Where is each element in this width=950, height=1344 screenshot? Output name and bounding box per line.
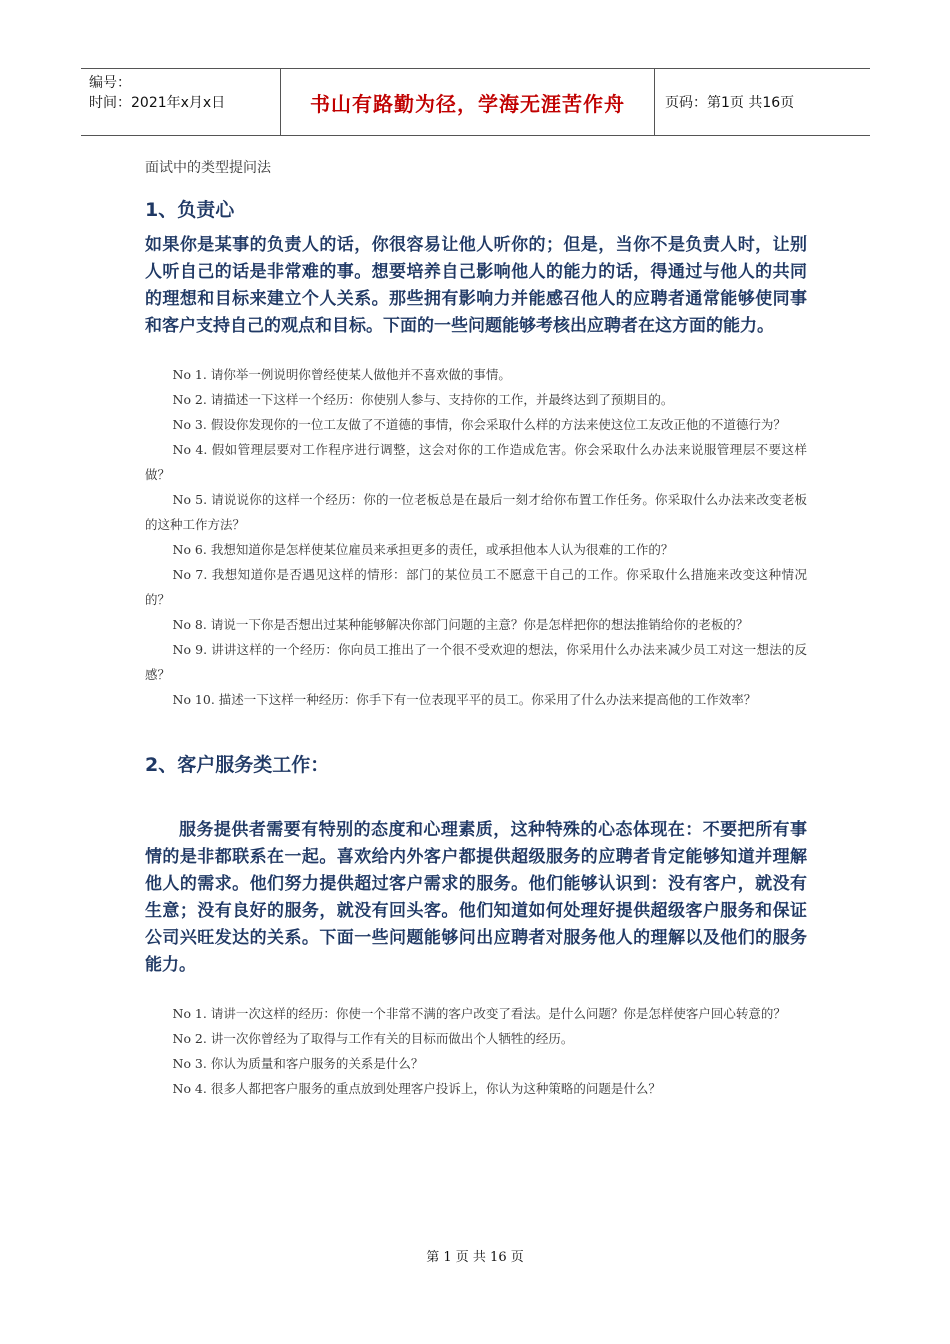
question-item: No 7. 我想知道你是否遇见这样的情形：部门的某位员工不愿意干自己的工作。你采取什么措施来改变这种情况的？ xyxy=(145,567,807,607)
question-item: No 4. 假如管理层要对工作程序进行调整，这会对你的工作造成危害。你会采取什么办法来说服管理层不要这样做？ xyxy=(145,442,807,482)
section-paragraph: 如果你是某事的负责人的话，你很容易让他人听你的；但是，当你不是负责人时，让别人听自己的话是非常难的事。想要培养自己影响他人的能力的话，得通过与他人的共同的理想和目标来建立个人关系。那些拥有影响力并能感召他人的应聘者通常能够使同事和客户支持自己的观点和目标。下面的一些问题能够考核出应聘者在这方面的能力。 xyxy=(145,235,807,336)
document-number-label: 编号： xyxy=(89,75,131,91)
header-meta xyxy=(81,69,281,135)
question-item: No 8. 请说一下你是否想出过某种能够解决你部门问题的主意？你是怎样把你的想法推销给你的老板的？ xyxy=(172,617,749,632)
section-heading: 2、客户服务类工作： xyxy=(145,754,330,776)
question-item: No 3. 你认为质量和客户服务的关系是什么？ xyxy=(172,1056,424,1071)
document-title: 面试中的类型提问法 xyxy=(145,160,271,176)
document-body xyxy=(145,157,807,1101)
header-table xyxy=(81,68,870,136)
question-item: No 6. 我想知道你是怎样使某位雇员来承担更多的责任，或承担他本人认为很难的工作的？ xyxy=(172,542,674,557)
question-item: No 1. 请讲一次这样的经历：你使一个非常不满的客户改变了看法。是什么问题？你是怎样使客户回心转意的？ xyxy=(172,1006,786,1021)
question-item: No 10. 描述一下这样一种经历：你手下有一位表现平平的员工。你采用了什么办法来提高他的工作效率？ xyxy=(172,692,757,707)
question-item: No 9. 讲讲这样的一个经历：你向员工推出了一个很不受欢迎的想法，你采用什么办法来减少员工对这一想法的反感？ xyxy=(145,642,807,682)
question-item: No 5. 请说说你的这样一个经历：你的一位老板总是在最后一刻才给你布置工作任务。你采取什么办法来改变老板的这种工作方法？ xyxy=(145,492,807,532)
question-list xyxy=(145,362,807,712)
section-paragraph: 服务提供者需要有特别的态度和心理素质，这种特殊的心态体现在：不要把所有事情的是非都联系在一起。喜欢给内外客户都提供超级服务的应聘者肯定能够知道并理解他人的需求。他们努力提供超过客户需求的服务。他们能够认识到：没有客户，就没有生意；没有良好的服务，就没有回头客。他们知道如何处理好提供超级客户服务和保证公司兴旺发达的关系。下面一些问题能够问出应聘者对服务他人的理解以及他们的服务能力。 xyxy=(145,820,807,975)
question-item: No 2. 请描述一下这样一个经历：你使别人参与、支持你的工作，并最终达到了预期目的。 xyxy=(172,392,674,407)
header-page-info: 页码：第1页 共16页 xyxy=(665,95,795,111)
question-item: No 3. 假设你发现你的一位工友做了不道德的事情，你会采取什么样的方法来使这位工友改正他的不道德行为？ xyxy=(172,417,786,432)
question-item: No 1. 请你举一例说明你曾经使某人做他并不喜欢做的事情。 xyxy=(172,367,511,382)
header-motto: 书山有路勤为径，学海无涯苦作舟 xyxy=(281,69,655,135)
question-item: No 4. 很多人都把客户服务的重点放到处理客户投诉上，你认为这种策略的问题是什么？ xyxy=(172,1081,661,1096)
section-heading: 1、负责心 xyxy=(145,199,235,221)
question-item: No 2. 讲一次你曾经为了取得与工作有关的目标而做出个人牺牲的经历。 xyxy=(172,1031,574,1046)
document-time-label: 时间：2021年x月x日 xyxy=(89,95,226,111)
question-list xyxy=(145,1001,807,1101)
page-footer: 第 1 页 共 16 页 xyxy=(426,1250,524,1265)
